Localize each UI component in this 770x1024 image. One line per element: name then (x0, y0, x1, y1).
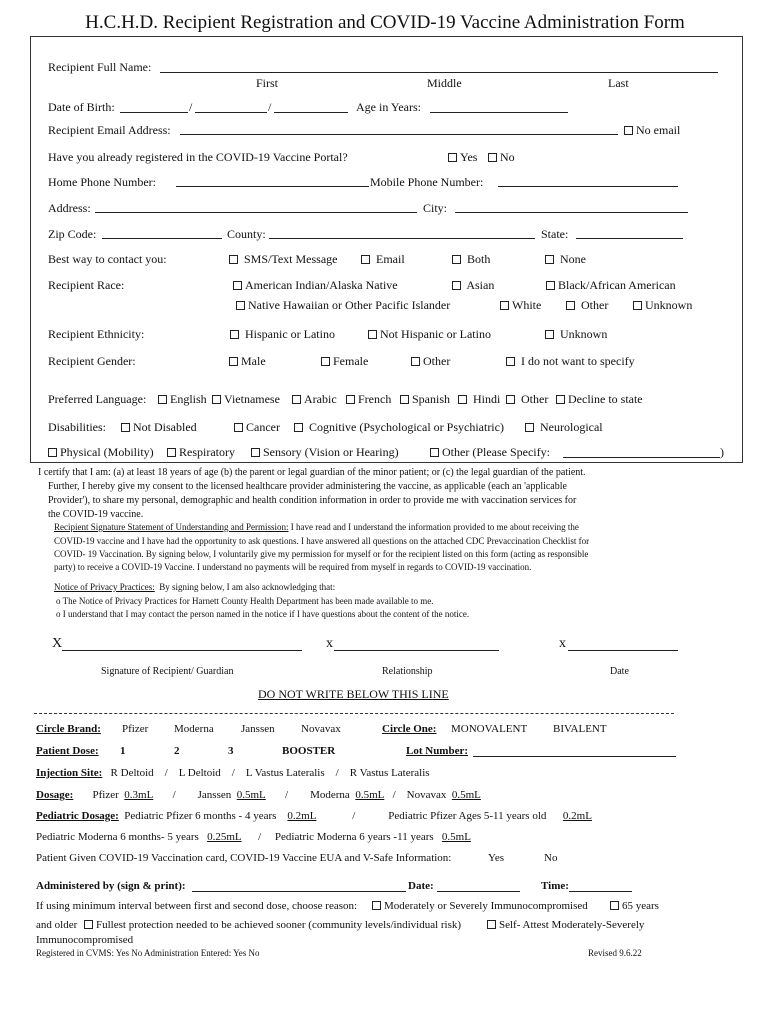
relationship-caption: Relationship (382, 666, 433, 677)
dob-year-field[interactable] (274, 112, 348, 113)
dosage-row: Dosage: Pfizer 0.3mL / Janssen 0.5mL / Moderna 0.5mL / Novavax 0.5mL (36, 789, 481, 801)
dis-physical[interactable]: Physical (Mobility) (48, 445, 154, 460)
certify-line-4: the COVID-19 vaccine. (48, 509, 144, 520)
gender-label: Recipient Gender: (48, 354, 136, 368)
checkbox-icon[interactable] (372, 901, 381, 910)
privacy-intro: Notice of Privacy Practices: By signing below, I am also acknowledging that: (54, 582, 336, 592)
signature-x-mark: X (52, 636, 63, 651)
signature-statement-line-4: party) to receive a COVID-19 Vaccine. I understand no payments will be required from myself in regards to COVID-19 vaccination. (54, 562, 532, 572)
full-name-field[interactable] (160, 72, 718, 73)
lang-hindi[interactable]: Hindi (458, 392, 500, 407)
checkbox-icon[interactable] (545, 330, 554, 339)
email-field[interactable] (180, 134, 618, 135)
registered-no[interactable]: No (488, 150, 515, 165)
checkbox-icon[interactable] (158, 395, 167, 404)
checkbox-icon[interactable] (506, 357, 515, 366)
janssen-dose-value[interactable]: 0.5mL (236, 789, 266, 801)
do-not-write-heading: DO NOT WRITE BELOW THIS LINE (258, 687, 449, 701)
race-aian[interactable]: American Indian/Alaska Native (233, 278, 398, 293)
immunocompromised-text: Immunocompromised (36, 934, 134, 946)
novavax-dose-value[interactable]: 0.5mL (451, 789, 481, 801)
county-field[interactable] (269, 238, 535, 239)
card-given-text: Patient Given COVID-19 Vaccination card, COVID-19 Vaccine EUA and V-Safe Information: (36, 852, 452, 864)
min-interval-text: If using minimum interval between first and second dose, choose reason: (36, 900, 358, 912)
other-specify-field[interactable] (563, 457, 720, 458)
dis-not-disabled[interactable]: Not Disabled (121, 420, 197, 435)
dob-label: Date of Birth: (48, 100, 115, 114)
checkbox-icon[interactable] (458, 395, 467, 404)
pfizer-dose-value[interactable]: 0.3mL (124, 789, 154, 801)
dose-2[interactable]: 2 (174, 745, 180, 757)
lang-other[interactable]: Other (506, 392, 548, 407)
checkbox-icon[interactable] (212, 395, 221, 404)
race-black[interactable]: Black/African American (546, 278, 676, 293)
injection-site-row: Injection Site: R Deltoid / L Deltoid / L Vastus Lateralis / R Vastus Lateralis (36, 767, 430, 779)
checkbox-icon[interactable] (230, 330, 239, 339)
brand-pfizer[interactable]: Pfizer (122, 723, 149, 735)
address-field[interactable] (95, 212, 417, 213)
admin-time-label: Time: (541, 880, 569, 892)
certify-line-1: I certify that I am: (a) at least 18 years of age (b) the parent or legal guardian of the minor patient; or (c) the legal guardian of the patient. (38, 467, 586, 478)
checkbox-icon[interactable] (400, 395, 409, 404)
zip-label: Zip Code: (48, 227, 97, 241)
checkbox-icon[interactable] (167, 448, 176, 457)
dis-cancer[interactable]: Cancer (234, 420, 280, 435)
lot-number-field[interactable] (473, 756, 676, 757)
disabilities-label: Disabilities: (48, 420, 106, 434)
checkbox-icon[interactable] (506, 395, 515, 404)
signature-statement-line-3: COVID- 19 Vaccination. By signing below, I voluntarily give my permission for myself or for the recipient listed on this form (acting as responsible (54, 549, 589, 559)
state-field[interactable] (576, 238, 683, 239)
ethnicity-hispanic[interactable]: Hispanic or Latino (230, 327, 335, 342)
lang-arabic[interactable]: Arabic (292, 392, 337, 407)
last-caption: Last (608, 76, 629, 90)
contact-both[interactable]: Both (452, 252, 490, 267)
ethnicity-unknown[interactable]: Unknown (545, 327, 607, 342)
certify-line-3: Provider'), to share my personal, demographic and health condition information in order to provide me with vaccination services for (48, 495, 577, 506)
brand-moderna[interactable]: Moderna (174, 723, 214, 735)
privacy-heading: Notice of Privacy Practices: (54, 582, 155, 592)
middle-caption: Middle (427, 76, 462, 90)
gender-other[interactable]: Other (411, 354, 450, 369)
dose-booster[interactable]: BOOSTER (282, 745, 336, 757)
lang-french[interactable]: French (346, 392, 391, 407)
lang-english[interactable]: English (158, 392, 207, 407)
checkbox-icon[interactable] (48, 448, 57, 457)
site-r-deltoid[interactable]: R Deltoid (110, 767, 154, 779)
checkbox-icon[interactable] (610, 901, 619, 910)
signature-caption: Signature of Recipient/ Guardian (101, 666, 234, 677)
checkbox-icon[interactable] (229, 357, 238, 366)
circle-one-label: Circle One: (382, 723, 437, 735)
and-older-text: and older (36, 919, 78, 931)
signature-field[interactable] (62, 650, 302, 651)
checkbox-icon[interactable] (346, 395, 355, 404)
dob-slash: / (268, 100, 272, 114)
relationship-x-mark: x (326, 636, 333, 651)
race-nhpi[interactable]: Native Hawaiian or Other Pacific Islander (236, 298, 450, 313)
ethnicity-label: Recipient Ethnicity: (48, 327, 145, 341)
date-x-mark: x (559, 636, 566, 651)
card-given-yes[interactable]: Yes (488, 852, 505, 864)
email-label: Recipient Email Address: (48, 123, 171, 137)
ped-moderna-older-value[interactable]: 0.5mL (441, 831, 471, 843)
checkbox-icon[interactable] (321, 357, 330, 366)
privacy-line-2: o I understand that I may contact the person named in the notice if I have questions about the content of the notice. (56, 609, 470, 619)
checkbox-icon[interactable] (545, 255, 554, 264)
checkbox-icon[interactable] (624, 126, 633, 135)
gender-decline[interactable]: I do not want to specify (506, 354, 635, 369)
dosage-label: Dosage: (36, 789, 74, 801)
site-r-vastus[interactable]: R Vastus Lateralis (349, 767, 430, 779)
age-label: Age in Years: (356, 100, 421, 114)
dob-month-field[interactable] (120, 112, 188, 113)
moderna-dose-value[interactable]: 0.5mL (355, 789, 385, 801)
checkbox-icon[interactable] (566, 301, 575, 310)
reason-self-attest[interactable]: Self- Attest Moderately-Severely (487, 919, 644, 931)
date-caption: Date (610, 666, 629, 677)
checkbox-icon[interactable] (452, 255, 461, 264)
checkbox-icon[interactable] (233, 281, 242, 290)
language-label: Preferred Language: (48, 392, 147, 406)
contact-sms[interactable]: SMS/Text Message (229, 252, 338, 267)
registered-question: Have you already registered in the COVID-19 Vaccine Portal? (48, 150, 348, 164)
checkbox-icon[interactable] (368, 330, 377, 339)
checkbox-icon[interactable] (430, 448, 439, 457)
dis-cognitive[interactable]: Cognitive (Psychological or Psychiatric) (294, 420, 504, 435)
option-bivalent[interactable]: BIVALENT (553, 723, 607, 735)
state-label: State: (541, 227, 569, 241)
mobile-phone-label: Mobile Phone Number: (370, 175, 484, 189)
checkbox-icon[interactable] (500, 301, 509, 310)
card-given-no[interactable]: No (544, 852, 558, 864)
ped-moderna-young-value[interactable]: 0.25mL (207, 831, 242, 843)
administered-by-label: Administered by (sign & print): (36, 880, 186, 892)
reason-fullest-protection[interactable]: Fullest protection needed to be achieved sooner (community levels/individual risk) (84, 919, 461, 931)
checkbox-icon[interactable] (411, 357, 420, 366)
city-label: City: (423, 201, 448, 215)
checkbox-icon[interactable] (234, 423, 243, 432)
privacy-line-1: o The Notice of Privacy Practices for Harnett County Health Department has been made available to me. (56, 596, 434, 606)
dis-other[interactable]: Other (Please Specify: (430, 445, 550, 460)
dis-respiratory[interactable]: Respiratory (167, 445, 235, 460)
divider-dashed-line (34, 713, 674, 714)
checkbox-icon[interactable] (121, 423, 130, 432)
admin-date-label: Date: (408, 880, 434, 892)
checkbox-icon[interactable] (452, 281, 461, 290)
signature-statement-line-1: Recipient Signature Statement of Understanding and Permission: I have read and I understand the information provided to me about receiving the (54, 522, 579, 532)
lot-number-label: Lot Number: (406, 745, 469, 757)
brand-novavax[interactable]: Novavax (301, 723, 341, 735)
date-field[interactable] (568, 650, 678, 651)
dis-sensory[interactable]: Sensory (Vision or Hearing) (251, 445, 399, 460)
patient-dose-label: Patient Dose: (36, 745, 99, 757)
checkbox-icon[interactable] (488, 153, 497, 162)
signature-statement-heading: Recipient Signature Statement of Understanding and Permission: (54, 522, 289, 532)
certify-line-2: Further, I hereby give my consent to the licensed healthcare provider administering the vaccine, as applicable (each an 'applicable (48, 481, 567, 492)
reason-immunocompromised[interactable]: Moderately or Severely Immunocompromised (372, 900, 588, 912)
lang-decline[interactable]: Decline to state (556, 392, 643, 407)
checkbox-icon[interactable] (84, 920, 93, 929)
zip-field[interactable] (102, 238, 222, 239)
lang-vietnamese[interactable]: Vietnamese (212, 392, 280, 407)
name-label: Recipient Full Name: (48, 60, 152, 74)
dis-neurological[interactable]: Neurological (525, 420, 603, 435)
checkbox-icon[interactable] (229, 255, 238, 264)
gender-female[interactable]: Female (321, 354, 368, 369)
pediatric-row-1: Pediatric Dosage: Pediatric Pfizer 6 months - 4 years 0.2mL / Pediatric Pfizer Ages 5-11 years old 0.2mL (36, 810, 592, 822)
option-monovalent[interactable]: MONOVALENT (451, 723, 528, 735)
contact-email[interactable]: Email (361, 252, 405, 267)
checkbox-icon[interactable] (361, 255, 370, 264)
checkbox-icon[interactable] (292, 395, 301, 404)
race-asian[interactable]: Asian (452, 278, 494, 293)
admin-date-field[interactable] (437, 891, 520, 892)
checkbox-icon[interactable] (448, 153, 457, 162)
circle-brand-label: Circle Brand: (36, 723, 101, 735)
ped-pfizer-older-value[interactable]: 0.2mL (562, 810, 592, 822)
dob-slash: / (189, 100, 193, 114)
contact-none[interactable]: None (545, 252, 586, 267)
checkbox-icon[interactable] (546, 281, 555, 290)
reason-65-years[interactable]: 65 years (610, 900, 659, 912)
race-unknown[interactable]: Unknown (633, 298, 692, 313)
race-other[interactable]: Other (566, 298, 608, 313)
admin-time-field[interactable] (569, 891, 632, 892)
site-l-vastus[interactable]: L Vastus Lateralis (245, 767, 325, 779)
form-title: H.C.H.D. Recipient Registration and COVID-19 Vaccine Administration Form (85, 12, 685, 33)
mobile-phone-field[interactable] (498, 186, 678, 187)
checkbox-icon[interactable] (251, 448, 260, 457)
close-paren: ) (720, 445, 724, 459)
contact-label: Best way to contact you: (48, 252, 167, 266)
age-field[interactable] (430, 112, 568, 113)
pediatric-dosage-label: Pediatric Dosage: (36, 810, 119, 822)
dose-1[interactable]: 1 (120, 745, 126, 757)
lang-spanish[interactable]: Spanish (400, 392, 450, 407)
home-phone-field[interactable] (176, 186, 369, 187)
checkbox-icon[interactable] (525, 423, 534, 432)
city-field[interactable] (455, 212, 688, 213)
registered-yes[interactable]: Yes (448, 150, 477, 165)
race-label: Recipient Race: (48, 278, 125, 292)
ped-pfizer-young-value[interactable]: 0.2mL (287, 810, 317, 822)
checkbox-icon[interactable] (236, 301, 245, 310)
checkbox-icon[interactable] (556, 395, 565, 404)
cvms-registration-text: Registered in CVMS: Yes No Administration Entered: Yes No (36, 948, 260, 958)
signature-statement-line-2: COVID-19 vaccine and I have had the opportunity to ask questions. I have answered all questions on the attached CDC Prevaccination Checklist for (54, 536, 590, 546)
county-label: County: (227, 227, 266, 241)
brand-janssen[interactable]: Janssen (241, 723, 275, 735)
dob-day-field[interactable] (195, 112, 267, 113)
checkbox-icon[interactable] (633, 301, 642, 310)
home-phone-label: Home Phone Number: (48, 175, 156, 189)
gender-male[interactable]: Male (229, 354, 266, 369)
administered-by-field[interactable] (192, 891, 406, 892)
checkbox-icon[interactable] (294, 423, 303, 432)
no-email-option[interactable]: No email (624, 123, 680, 138)
first-caption: First (256, 76, 279, 90)
race-white[interactable]: White (500, 298, 541, 313)
dose-3[interactable]: 3 (228, 745, 234, 757)
injection-site-label: Injection Site: (36, 767, 103, 779)
ethnicity-not-hispanic[interactable]: Not Hispanic or Latino (368, 327, 491, 342)
revised-date: Revised 9.6.22 (588, 948, 642, 958)
address-label: Address: (48, 201, 91, 215)
checkbox-icon[interactable] (487, 920, 496, 929)
pediatric-row-2: Pediatric Moderna 6 months- 5 years 0.25mL / Pediatric Moderna 6 years -11 years 0.5mL (36, 831, 471, 843)
site-l-deltoid[interactable]: L Deltoid (178, 767, 221, 779)
relationship-field[interactable] (334, 650, 499, 651)
